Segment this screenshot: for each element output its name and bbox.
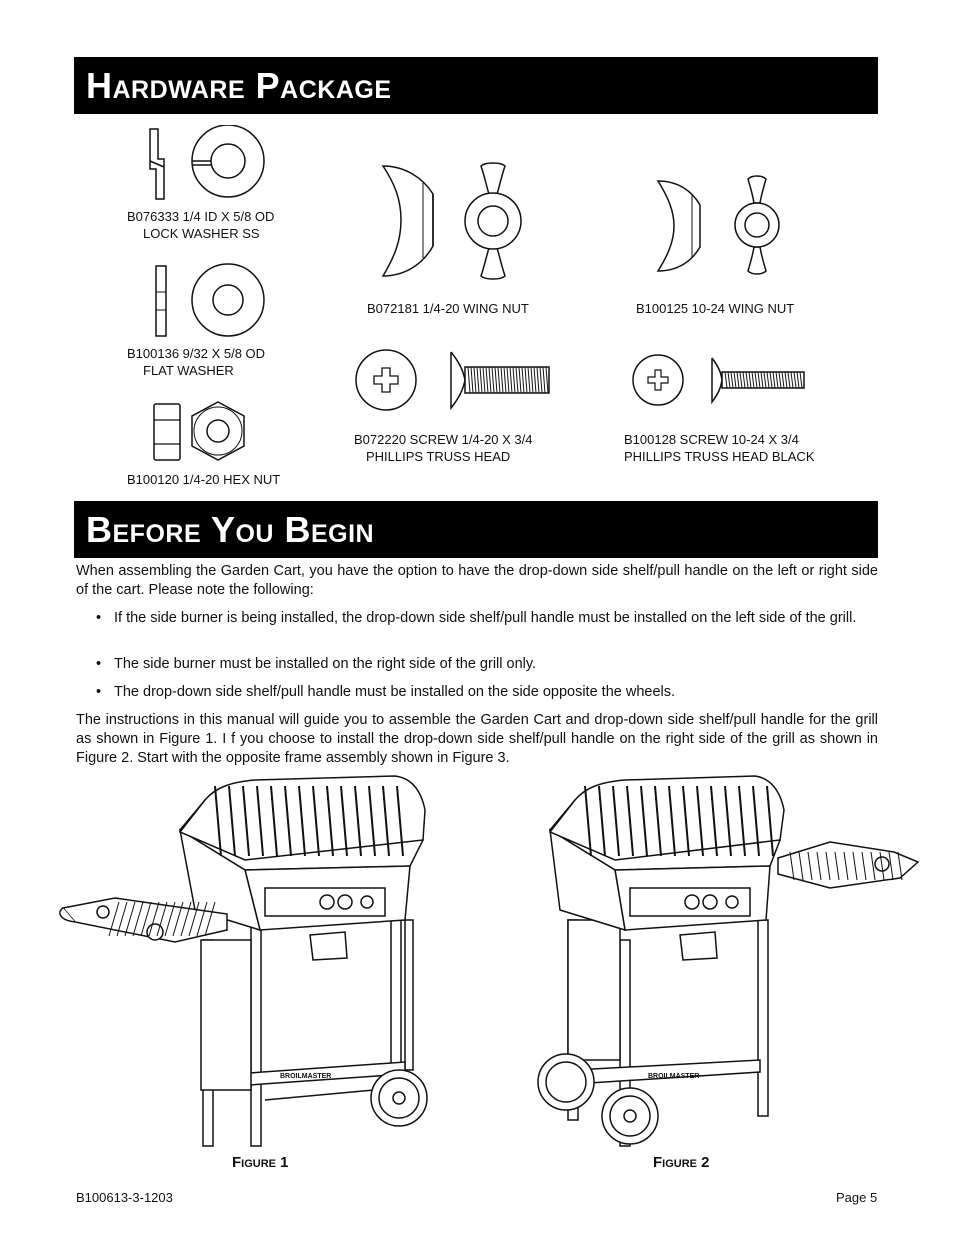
- bullet-item: [96, 683, 878, 703]
- bullet-item: [96, 655, 878, 675]
- hardware-item-wing-nut-large: B072181 1/4-20 WING NUT: [367, 301, 529, 316]
- figure-1-caption: Figure 1: [232, 1154, 289, 1171]
- wing-nut-large-icon: [375, 160, 525, 285]
- flat-washer-icon: [150, 262, 270, 340]
- hardware-item-screw-small: B100128 SCREW 10-24 X 3/4 PHILLIPS TRUSS HEAD BLACK: [624, 432, 815, 464]
- bullet-text: The side burner must be installed on the right side of the grill only.: [114, 656, 537, 672]
- brand-logo: BROILMASTER: [648, 1073, 700, 1080]
- bullet-marker: •: [96, 610, 102, 626]
- hardware-item-screw-large: B072220 SCREW 1/4-20 X 3/4 PHILLIPS TRUSS HEAD: [354, 432, 533, 464]
- closing-paragraph: The instructions in this manual will guide you to assemble the Garden Cart and drop-down side shelf/pull handle for the grill as shown in Figure 1. I f you choose to install the drop-down side shelf/pull handle on the right side of the grill as shown in Figure 2. Start with the opposite frame assembly shown in Figure 3.: [76, 712, 878, 766]
- document-number: B100613-3-1203: [76, 1190, 173, 1205]
- hardware-package-heading: Hardware Package: [74, 57, 878, 114]
- truss-screw-large-icon: [355, 348, 555, 416]
- figure-2-grill-illustration: [530, 770, 930, 1155]
- brand-logo: BROILMASTER: [280, 1073, 332, 1080]
- wing-nut-small-icon: [652, 175, 792, 275]
- bullet-marker: •: [96, 684, 102, 700]
- before-you-begin-heading: Before You Begin: [74, 501, 878, 558]
- bullet-marker: •: [96, 656, 102, 672]
- hardware-item-hex-nut: B100120 1/4-20 HEX NUT: [127, 472, 281, 487]
- hardware-item-wing-nut-small: B100125 10-24 WING NUT: [636, 301, 795, 316]
- page-number: Page 5: [836, 1190, 878, 1205]
- hardware-item-lock-washer: B076333 1/4 ID X 5/8 OD LOCK WASHER SS: [127, 209, 275, 241]
- bullet-text: If the side burner is being installed, the drop-down side shelf/pull handle must be installed on the left side of the grill.: [114, 610, 857, 626]
- bullet-item: [96, 609, 878, 649]
- hex-nut-icon: [148, 400, 258, 464]
- lock-washer-icon: [140, 125, 270, 205]
- figure-2-caption: Figure 2: [653, 1154, 710, 1171]
- figure-1-grill-illustration: [55, 770, 455, 1155]
- truss-screw-small-icon: [632, 352, 812, 410]
- hardware-item-flat-washer: B100136 9/32 X 5/8 OD FLAT WASHER: [127, 346, 266, 378]
- intro-paragraph: When assembling the Garden Cart, you have the option to have the drop-down side shelf/pull handle on the left or right side of the cart. Please note the following:: [76, 563, 878, 598]
- bullet-text: The drop-down side shelf/pull handle must be installed on the side opposite the wheels.: [114, 684, 676, 700]
